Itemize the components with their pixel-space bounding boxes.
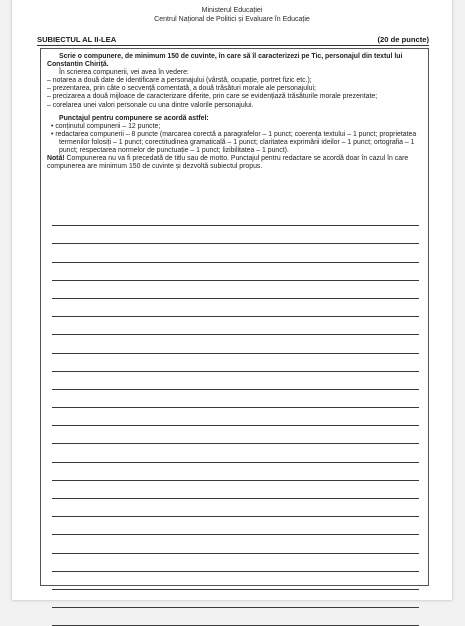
writing-line — [52, 590, 419, 608]
writing-line — [52, 572, 419, 590]
page-header — [12, 7, 452, 24]
scoring-item: • redactarea compunerii – 8 puncte (marcarea corectă a paragrafelor – 1 punct; coerența textului – 1 punct; proprietatea termenilor folosiți – 1 punct; corectitudinea gramaticală – 1 punct; claritatea exprimării ideilor – 1 punct; ortografia – 1 punct; respectarea normelor de punctuație – 1 punct; lizibilitatea – 1 punct). — [51, 130, 417, 155]
subject-title: SUBIECTUL AL II-LEA — [37, 35, 117, 44]
writing-line — [52, 281, 419, 299]
scoring-note — [47, 155, 422, 171]
requirement-item: – prezentarea, prin câte o secvență comentată, a două trăsături morale ale personajului; — [47, 85, 316, 93]
requirement-item: – precizarea a două mijloace de caracterizare diferite, prin care se evidențiază trăsăturile morale prezentate; — [47, 93, 378, 101]
task-intro: Scrie o compunere, de minimum 150 de cuvinte, în care să îl caracterizezi pe Tic, personajul din textul lui Constantin Chiriță. — [47, 53, 403, 69]
note-label: Notă! — [47, 155, 65, 163]
writing-line — [52, 226, 419, 244]
writing-line — [52, 390, 419, 408]
writing-line — [52, 426, 419, 444]
writing-line — [52, 535, 419, 553]
writing-line — [52, 208, 419, 226]
writing-line — [52, 444, 419, 462]
writing-line — [52, 499, 419, 517]
answer-frame — [40, 48, 429, 586]
writing-line — [52, 335, 419, 353]
ministry-name: Ministerul Educației — [201, 7, 263, 14]
writing-line — [52, 354, 419, 372]
task-consider: În scrierea compunerii, vei avea în vedere: — [59, 69, 189, 77]
writing-line — [52, 244, 419, 262]
exam-page — [12, 0, 452, 600]
subject-bar — [37, 34, 429, 46]
answer-lines — [52, 208, 419, 626]
scoring-heading: Punctajul pentru compunere se acordă astfel: — [59, 114, 209, 122]
writing-line — [52, 299, 419, 317]
writing-line — [52, 263, 419, 281]
writing-line — [52, 408, 419, 426]
writing-line — [52, 372, 419, 390]
note-text: Compunerea nu va fi precedată de titlu sau de motto. Punctajul pentru redactare se acordă doar în cazul în care compunerea are minimum 150 de cuvinte și dezvoltă subiectul propus. — [47, 155, 409, 171]
writing-line — [52, 481, 419, 499]
writing-line — [52, 554, 419, 572]
task-content — [47, 53, 422, 171]
writing-line — [52, 517, 419, 535]
writing-line — [52, 317, 419, 335]
subject-points: (20 de puncte) — [377, 35, 429, 44]
requirement-item: – corelarea unei valori personale cu una dintre valorile personajului. — [47, 101, 254, 109]
scoring-item: • conținutul compunerii – 12 puncte; — [51, 122, 161, 130]
writing-line — [52, 463, 419, 481]
center-name: Centrul Național de Politici și Evaluare în Educație — [154, 15, 310, 23]
requirement-item: – notarea a două date de identificare a personajului (vârstă, ocupație, portret fizic etc.); — [47, 77, 312, 85]
writing-line — [52, 608, 419, 626]
